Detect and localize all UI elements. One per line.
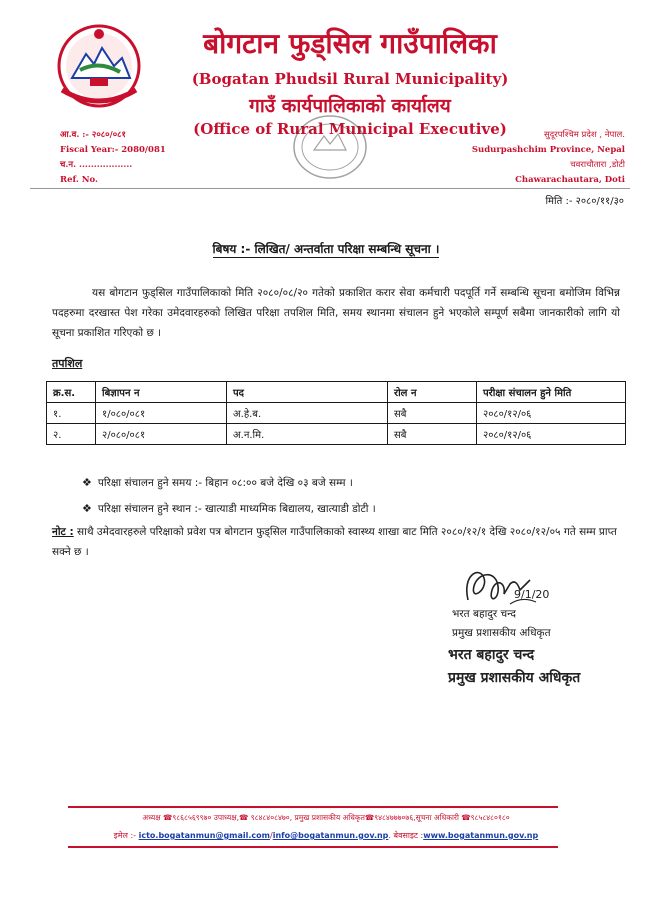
footer-phone-numbers: अध्यक्ष ☎९८६८५६९९७० उपाध्यक्ष,☎ ९८४८४०८४७०, प्रमुख प्रशासकीय अधिकृत☎९४८४७७७०७६,सूचना अधिकारी ☎९८५८४८०१८० (142, 813, 510, 822)
fiscal-year-en: Fiscal Year:- 2080/081 (60, 145, 166, 155)
cell-advertisement-no: १/०८०/०८१ (96, 403, 227, 424)
nepal-emblem-icon (50, 20, 148, 112)
town-en: Chawarachautara, Doti (515, 175, 625, 185)
exam-venue-text: परिक्षा संचालन हुने स्थान :- खात्याडी माध्यमिक बिद्यालय, खात्याडी डोटी । (97, 503, 376, 515)
diamond-bullet-icon: ❖ (82, 476, 92, 489)
email-label: इमेल :- (113, 831, 139, 840)
header-divider (30, 188, 630, 189)
list-item (82, 470, 376, 496)
municipality-title-nepali: बोगटान फुड्सिल गाउँपालिका (203, 27, 497, 60)
cell-roll-no: सबै (388, 424, 477, 445)
cell-roll-no: सबै (388, 403, 477, 424)
svg-text:9/1/20: 9/1/20 (514, 588, 550, 601)
municipality-title-english: (Bogatan Phudsil Rural Municipality) (191, 70, 509, 88)
signatory-title: प्रमुख प्रशासकीय अधिकृत (452, 627, 551, 639)
cell-exam-date: २०८०/१२/०६ (477, 424, 626, 445)
col-exam-date: परीक्षा संचालन हुने मिति (477, 382, 626, 403)
cell-serial: १. (47, 403, 96, 424)
cell-advertisement-no: २/०८०/०८१ (96, 424, 227, 445)
notice-subject (0, 240, 652, 257)
email-link-icto[interactable]: icto.bogatanmun@gmail.com (138, 831, 271, 840)
website-link[interactable]: www.bogatanmun.gov.np (423, 831, 539, 840)
notice-paragraph: यस बोगटान फुड्सिल गाउँपालिकाको मिति २०८०/०८/२० गतेको प्रकाशित करार सेवा कर्मचारी पदपूर्ति गर्ने सम्बन्धि सूचना बमोजिम विभिन्न पदहरुमा दरखास्त पेश गरेका उमेदवारहरुको लिखित परिक्षा तपशिल मिति, समय स्थानमा संचालन हुने भएकोले सम्पूर्ण सबैमा जानकारीको लागि यो सूचना प्रकाशित गरिएको छ । (52, 287, 620, 339)
email-separator: / (270, 831, 273, 840)
office-title-nepali: गाउँ कार्यपालिकाको कार्यालय (249, 95, 451, 117)
col-roll-no: रोल न (388, 382, 477, 403)
exam-schedule-table (46, 381, 626, 445)
signatory-name: भरत बहादुर चन्द (452, 608, 516, 620)
stamp-title: प्रमुख प्रशासकीय अधिकृत (448, 670, 581, 686)
reference-number: Ref. No. (60, 175, 98, 185)
table-row (47, 403, 626, 424)
cell-position: अ.हे.ब. (227, 403, 388, 424)
footer-divider-bottom (68, 846, 558, 848)
cell-exam-date: २०८०/१२/०६ (477, 403, 626, 424)
fiscal-year-ne: आ.व. :- २०८०/०८१ (60, 130, 126, 140)
footer-contact (0, 830, 652, 841)
diamond-bullet-icon: ❖ (82, 502, 92, 515)
reference-block (60, 128, 166, 188)
notice-date: मिति :- २०८०/११/३० (545, 196, 624, 207)
signatory-block (452, 605, 551, 643)
col-position: पद (227, 382, 388, 403)
office-title-english: (Office of Rural Municipal Executive) (193, 120, 507, 138)
exam-time-text: परिक्षा संचालन हुने समय :- बिहान ०८:०० बजे देखि ०३ बजे सम्म । (97, 477, 353, 489)
notice-note (52, 522, 622, 562)
details-heading: तपशिल (52, 357, 83, 370)
note-label: नोट : (52, 526, 74, 538)
footer-divider-top (68, 806, 558, 808)
table-header-row (47, 382, 626, 403)
address-block (472, 128, 625, 188)
stamp-name: भरत बहादुर चन्द (448, 647, 535, 663)
notice-subject-text: बिषय :- लिखित/ अन्तर्वाता परिक्षा सम्बन्धि सूचना । (212, 242, 440, 256)
cell-serial: २. (47, 424, 96, 445)
cell-position: अ.न.मि. (227, 424, 388, 445)
table-row (47, 424, 626, 445)
note-text: साथै उमेदवारहरुले परिक्षाको प्रवेश पत्र बोगटान फुड्सिल गाउँपालिकाको स्वास्थ्य शाखा बाट मिति २०८०/१२/१ देखि २०८०/१२/०५ गते सम्म प्राप्त सक्ने छ । (52, 526, 617, 558)
exam-info-list (82, 470, 376, 522)
col-advertisement-no: बिज्ञापन न (96, 382, 227, 403)
col-serial: क्र.स. (47, 382, 96, 403)
province-en: Sudurpashchim Province, Nepal (471, 145, 625, 155)
province-ne: सुदूरपश्चिम प्रदेश , नेपाल. (543, 130, 625, 140)
town-ne: चवराचौतारा ,डोटी (570, 160, 625, 170)
dispatch-number: च.न. .................. (60, 160, 133, 170)
signatory-stamp (448, 644, 580, 690)
office-stamp (290, 112, 370, 182)
list-item (82, 496, 376, 522)
website-label: . बेवसाइट : (388, 831, 424, 840)
email-link-info[interactable]: info@bogatanmun.gov.np (272, 831, 389, 840)
